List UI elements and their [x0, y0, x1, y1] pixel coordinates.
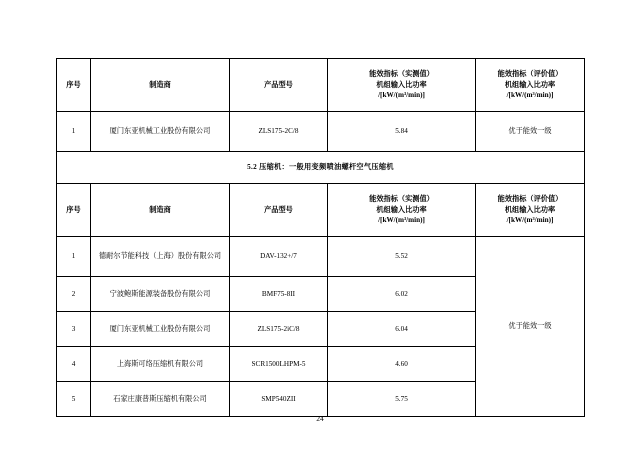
header-manufacturer: 制造商 [91, 59, 230, 112]
cell-model: ZLS175-2C/8 [230, 112, 328, 152]
cell-actual: 5.84 [328, 112, 476, 152]
section-heading-row [57, 152, 585, 184]
cell-seq: 1 [57, 237, 91, 277]
cell-manufacturer: 德耐尔节能科技（上海）股份有限公司 [91, 237, 230, 277]
header-eval-line3: /[kW/(m³/min)] [506, 91, 554, 100]
compressor-table [56, 58, 585, 417]
cell-manufacturer: 厦门东亚机械工业股份有限公司 [91, 112, 230, 152]
cell-model: BMF75-8II [230, 277, 328, 312]
header-eval-value [476, 59, 585, 112]
header-actual-line2: 机组输入比功率 [376, 205, 427, 214]
cell-manufacturer: 宁波鲍斯能源装备股份有限公司 [91, 277, 230, 312]
header-actual-value [328, 59, 476, 112]
header-actual-line2: 机组输入比功率 [376, 80, 427, 89]
cell-model: ZLS175-2iC/8 [230, 312, 328, 347]
cell-actual: 4.60 [328, 347, 476, 382]
cell-model: SCR1500LHPM-5 [230, 347, 328, 382]
cell-seq: 3 [57, 312, 91, 347]
cell-actual: 6.04 [328, 312, 476, 347]
page-number: 24 [316, 414, 324, 423]
header-eval-line1: 能效指标（评价值） [497, 70, 563, 79]
cell-actual: 5.75 [328, 382, 476, 417]
cell-seq: 1 [57, 112, 91, 152]
table-header-row-1 [57, 59, 585, 112]
table-header-row-2 [57, 184, 585, 237]
header-actual-line3: /[kW/(m³/min)] [378, 216, 425, 225]
header-model: 产品型号 [230, 59, 328, 112]
cell-manufacturer: 石家庄康普斯压缩机有限公司 [91, 382, 230, 417]
cell-eval: 优于能效一级 [476, 112, 585, 152]
table-row [57, 237, 585, 277]
cell-seq: 4 [57, 347, 91, 382]
cell-manufacturer: 上海斯可络压缩机有限公司 [91, 347, 230, 382]
header-eval-line2: 机组输入比功率 [504, 205, 556, 214]
header-seq: 序号 [57, 59, 91, 112]
cell-manufacturer: 厦门东亚机械工业股份有限公司 [91, 312, 230, 347]
table-row [57, 112, 585, 152]
cell-model: SMP540ZII [230, 382, 328, 417]
header-actual-line3: /[kW/(m³/min)] [378, 91, 425, 100]
cell-eval-merged: 优于能效一级 [476, 237, 585, 417]
header-eval-line3: /[kW/(m³/min)] [506, 216, 554, 225]
cell-actual: 6.02 [328, 277, 476, 312]
cell-seq: 5 [57, 382, 91, 417]
header-manufacturer: 制造商 [91, 184, 230, 237]
header-eval-value [476, 184, 585, 237]
header-actual-line1: 能效指标（实测值） [369, 195, 434, 204]
header-eval-line2: 机组输入比功率 [504, 80, 556, 89]
header-actual-value [328, 184, 476, 237]
header-actual-line1: 能效指标（实测值） [369, 70, 434, 79]
header-eval-line1: 能效指标（评价值） [497, 195, 563, 204]
header-seq: 序号 [57, 184, 91, 237]
cell-model: DAV-132+/7 [230, 237, 328, 277]
section-heading: 5.2 压缩机：一般用变频喷油螺杆空气压缩机 [57, 152, 585, 184]
cell-actual: 5.52 [328, 237, 476, 277]
header-model: 产品型号 [230, 184, 328, 237]
cell-seq: 2 [57, 277, 91, 312]
